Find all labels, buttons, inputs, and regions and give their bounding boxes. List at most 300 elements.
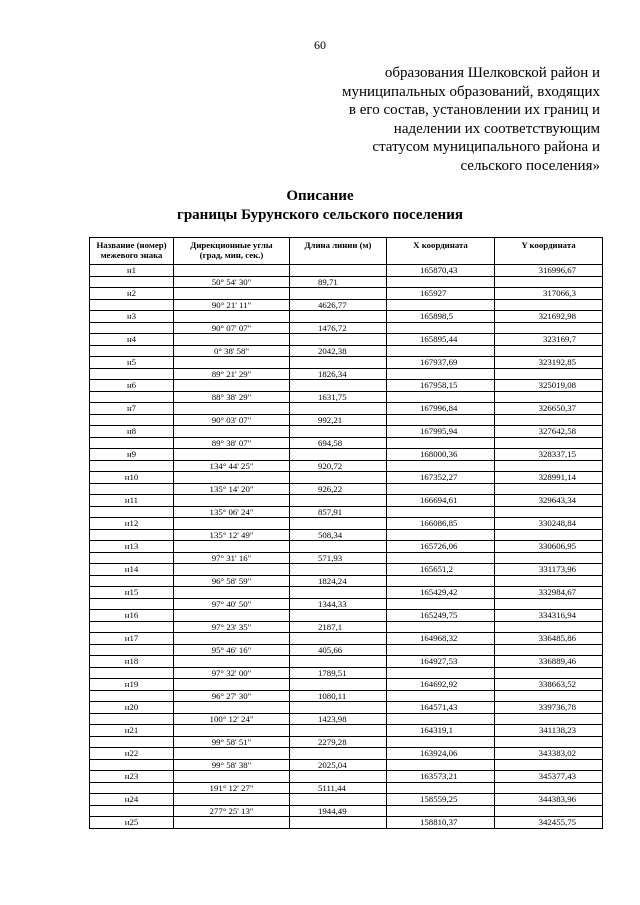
cell-length: 1344,33 xyxy=(290,598,387,610)
cell-y: 343383,02 xyxy=(495,748,603,760)
cell-name xyxy=(90,437,174,449)
cell-name xyxy=(90,690,174,702)
cell-length: 1789,51 xyxy=(290,667,387,679)
cell-y xyxy=(495,690,603,702)
header-x: X координата xyxy=(387,238,495,265)
cell-name xyxy=(90,460,174,472)
cell-y xyxy=(495,598,603,610)
cell-name xyxy=(90,713,174,725)
header-line: муниципальных образований, входящих xyxy=(341,83,600,100)
table-row xyxy=(90,495,603,507)
cell-x xyxy=(387,575,495,587)
table-row xyxy=(90,736,603,748)
table-row xyxy=(90,426,603,438)
cell-y xyxy=(495,437,603,449)
cell-angle xyxy=(174,265,290,277)
cell-x: 165726,06 xyxy=(387,541,495,553)
cell-x xyxy=(387,621,495,633)
cell-name: н2 xyxy=(90,288,174,300)
cell-name xyxy=(90,736,174,748)
cell-y: 331173,96 xyxy=(495,564,603,576)
cell-name: н22 xyxy=(90,748,174,760)
cell-y: 323192,85 xyxy=(495,357,603,369)
cell-length: 89,71 xyxy=(290,276,387,288)
cell-y: 323169,7 xyxy=(495,334,603,346)
cell-length xyxy=(290,380,387,392)
cell-y xyxy=(495,621,603,633)
cell-angle: 97° 23' 35" xyxy=(174,621,290,633)
cell-angle: 97° 32' 00" xyxy=(174,667,290,679)
cell-x: 163924,06 xyxy=(387,748,495,760)
table-row xyxy=(90,345,603,357)
cell-y xyxy=(495,575,603,587)
cell-angle: 134° 44' 25" xyxy=(174,460,290,472)
cell-angle xyxy=(174,311,290,323)
cell-length: 992,21 xyxy=(290,414,387,426)
cell-length: 508,34 xyxy=(290,529,387,541)
title-line: Описание xyxy=(286,188,354,204)
cell-name xyxy=(90,299,174,311)
cell-length xyxy=(290,633,387,645)
cell-angle: 100° 12' 24" xyxy=(174,713,290,725)
cell-x: 166086,85 xyxy=(387,518,495,530)
cell-y xyxy=(495,736,603,748)
table-row xyxy=(90,782,603,794)
header-angle xyxy=(174,238,290,265)
cell-y: 321692,98 xyxy=(495,311,603,323)
cell-length: 926,22 xyxy=(290,483,387,495)
table-row xyxy=(90,311,603,323)
cell-x: 164927,53 xyxy=(387,656,495,668)
cell-length xyxy=(290,794,387,806)
cell-angle: 135° 06' 24" xyxy=(174,506,290,518)
table-row xyxy=(90,403,603,415)
cell-y xyxy=(495,391,603,403)
cell-angle xyxy=(174,794,290,806)
cell-y xyxy=(495,667,603,679)
cell-angle xyxy=(174,449,290,461)
cell-name xyxy=(90,575,174,587)
cell-name xyxy=(90,759,174,771)
cell-x: 158559,25 xyxy=(387,794,495,806)
cell-name xyxy=(90,552,174,564)
table-row xyxy=(90,449,603,461)
cell-x: 165429,42 xyxy=(387,587,495,599)
table-row xyxy=(90,265,603,277)
header-name-line1: Название (номер) xyxy=(96,240,167,250)
cell-length: 4626,77 xyxy=(290,299,387,311)
table-row xyxy=(90,518,603,530)
table-row xyxy=(90,805,603,817)
cell-angle xyxy=(174,702,290,714)
cell-angle: 277° 25' 13" xyxy=(174,805,290,817)
cell-length: 571,93 xyxy=(290,552,387,564)
cell-name xyxy=(90,805,174,817)
cell-x: 165870,43 xyxy=(387,265,495,277)
table-header-row xyxy=(90,238,603,265)
cell-name xyxy=(90,782,174,794)
table-row xyxy=(90,656,603,668)
cell-angle: 191° 12' 27" xyxy=(174,782,290,794)
cell-name: н21 xyxy=(90,725,174,737)
cell-y: 342455,75 xyxy=(495,817,603,829)
cell-y: 329643,34 xyxy=(495,495,603,507)
cell-name: н3 xyxy=(90,311,174,323)
cell-length xyxy=(290,472,387,484)
cell-y xyxy=(495,529,603,541)
cell-x: 164692,92 xyxy=(387,679,495,691)
cell-y xyxy=(495,506,603,518)
table-row xyxy=(90,644,603,656)
cell-length xyxy=(290,587,387,599)
cell-name: н12 xyxy=(90,518,174,530)
cell-name: н5 xyxy=(90,357,174,369)
cell-angle: 0° 38' 58" xyxy=(174,345,290,357)
table-row xyxy=(90,380,603,392)
cell-angle xyxy=(174,656,290,668)
cell-x: 166694,61 xyxy=(387,495,495,507)
header-line: статусом муниципального района и xyxy=(372,139,600,155)
cell-x xyxy=(387,368,495,380)
cell-name xyxy=(90,276,174,288)
cell-y: 344383,96 xyxy=(495,794,603,806)
cell-angle: 96° 58' 59" xyxy=(174,575,290,587)
cell-length xyxy=(290,265,387,277)
header-angle-line2: (град, мин, сек.) xyxy=(199,250,264,260)
table-row xyxy=(90,702,603,714)
cell-length xyxy=(290,748,387,760)
page-number: 60 xyxy=(314,38,326,52)
cell-name: н6 xyxy=(90,380,174,392)
cell-angle: 97° 31' 16" xyxy=(174,552,290,564)
title-line: границы Бурунского сельского поселения xyxy=(177,207,463,223)
cell-length: 5111,44 xyxy=(290,782,387,794)
header-angle-line1: Дирекционные углы xyxy=(190,240,273,250)
cell-y: 345377,43 xyxy=(495,771,603,783)
cell-y xyxy=(495,345,603,357)
cell-angle: 89° 38' 07" xyxy=(174,437,290,449)
cell-name: н19 xyxy=(90,679,174,691)
cell-x: 164319,1 xyxy=(387,725,495,737)
cell-angle xyxy=(174,403,290,415)
cell-x: 167937,69 xyxy=(387,357,495,369)
cell-x: 165249,75 xyxy=(387,610,495,622)
cell-angle xyxy=(174,288,290,300)
cell-length xyxy=(290,610,387,622)
cell-angle: 88° 38' 29" xyxy=(174,391,290,403)
cell-y xyxy=(495,322,603,334)
cell-length: 1080,11 xyxy=(290,690,387,702)
cell-name: н7 xyxy=(90,403,174,415)
cell-y: 330248,84 xyxy=(495,518,603,530)
cell-angle xyxy=(174,679,290,691)
cell-angle xyxy=(174,426,290,438)
table-row xyxy=(90,276,603,288)
cell-name: н18 xyxy=(90,656,174,668)
cell-angle xyxy=(174,748,290,760)
cell-angle xyxy=(174,380,290,392)
cell-x xyxy=(387,391,495,403)
cell-y: 325019,08 xyxy=(495,380,603,392)
cell-length xyxy=(290,541,387,553)
table-row xyxy=(90,817,603,829)
cell-name: н16 xyxy=(90,610,174,622)
cell-length xyxy=(290,518,387,530)
header-name-line2: межевого знака xyxy=(100,250,163,260)
table-row xyxy=(90,552,603,564)
cell-y: 328991,14 xyxy=(495,472,603,484)
table-row xyxy=(90,299,603,311)
cell-y: 326650,37 xyxy=(495,403,603,415)
cell-length xyxy=(290,426,387,438)
cell-x xyxy=(387,713,495,725)
cell-name xyxy=(90,322,174,334)
cell-x xyxy=(387,460,495,472)
cell-y xyxy=(495,299,603,311)
cell-length xyxy=(290,725,387,737)
cell-name: н15 xyxy=(90,587,174,599)
cell-angle xyxy=(174,357,290,369)
cell-angle: 95° 46' 16" xyxy=(174,644,290,656)
cell-name: н1 xyxy=(90,265,174,277)
cell-angle: 99° 58' 51" xyxy=(174,736,290,748)
cell-length: 1824,24 xyxy=(290,575,387,587)
cell-x xyxy=(387,598,495,610)
cell-x xyxy=(387,644,495,656)
cell-length xyxy=(290,449,387,461)
cell-x xyxy=(387,690,495,702)
cell-angle xyxy=(174,771,290,783)
cell-y: 334316,94 xyxy=(495,610,603,622)
cell-x: 167352,27 xyxy=(387,472,495,484)
cell-y xyxy=(495,414,603,426)
cell-length: 2025,04 xyxy=(290,759,387,771)
table-row xyxy=(90,529,603,541)
cell-name: н23 xyxy=(90,771,174,783)
cell-y xyxy=(495,805,603,817)
cell-angle: 135° 14' 20" xyxy=(174,483,290,495)
cell-y: 336485,86 xyxy=(495,633,603,645)
table-row xyxy=(90,679,603,691)
cell-y: 332984,67 xyxy=(495,587,603,599)
cell-x: 167995,94 xyxy=(387,426,495,438)
cell-angle xyxy=(174,633,290,645)
cell-angle xyxy=(174,541,290,553)
cell-x xyxy=(387,299,495,311)
cell-y xyxy=(495,713,603,725)
cell-name xyxy=(90,391,174,403)
header-name xyxy=(90,238,174,265)
cell-name: н13 xyxy=(90,541,174,553)
cell-y xyxy=(495,552,603,564)
cell-x: 165651,2 xyxy=(387,564,495,576)
cell-length: 2187,1 xyxy=(290,621,387,633)
cell-y: 330606,95 xyxy=(495,541,603,553)
cell-angle xyxy=(174,495,290,507)
cell-y: 341138,23 xyxy=(495,725,603,737)
cell-y xyxy=(495,644,603,656)
header-line: образования Шелковской район и xyxy=(384,65,600,81)
cell-name xyxy=(90,368,174,380)
cell-x: 158810,37 xyxy=(387,817,495,829)
cell-x: 167996,84 xyxy=(387,403,495,415)
cell-angle xyxy=(174,564,290,576)
cell-x xyxy=(387,483,495,495)
cell-angle: 99° 58' 38" xyxy=(174,759,290,771)
cell-name: н4 xyxy=(90,334,174,346)
cell-x xyxy=(387,414,495,426)
cell-name xyxy=(90,345,174,357)
table-row xyxy=(90,564,603,576)
table-row xyxy=(90,725,603,737)
cell-x xyxy=(387,759,495,771)
cell-y xyxy=(495,782,603,794)
table-row xyxy=(90,759,603,771)
table-row xyxy=(90,598,603,610)
cell-name xyxy=(90,598,174,610)
cell-name: н25 xyxy=(90,817,174,829)
header-y: Y координата xyxy=(495,238,603,265)
header-length: Длина линии (м) xyxy=(290,238,387,265)
cell-length xyxy=(290,357,387,369)
table-row xyxy=(90,506,603,518)
cell-angle xyxy=(174,587,290,599)
cell-x: 164571,43 xyxy=(387,702,495,714)
cell-length xyxy=(290,679,387,691)
cell-angle: 96° 27' 30" xyxy=(174,690,290,702)
table-body xyxy=(90,265,603,829)
cell-angle xyxy=(174,472,290,484)
cell-length: 1423,98 xyxy=(290,713,387,725)
cell-length xyxy=(290,817,387,829)
header-line: в его состав, установлении их границ и xyxy=(348,102,600,118)
cell-x xyxy=(387,529,495,541)
table-row xyxy=(90,621,603,633)
cell-name: н17 xyxy=(90,633,174,645)
cell-angle xyxy=(174,518,290,530)
cell-x xyxy=(387,782,495,794)
cell-length xyxy=(290,656,387,668)
cell-angle: 135° 12' 49" xyxy=(174,529,290,541)
cell-angle: 50° 54' 30" xyxy=(174,276,290,288)
cell-y: 317066,3 xyxy=(495,288,603,300)
cell-y: 338663,52 xyxy=(495,679,603,691)
table-row xyxy=(90,587,603,599)
cell-name xyxy=(90,529,174,541)
cell-length: 857,91 xyxy=(290,506,387,518)
table-row xyxy=(90,391,603,403)
document-header xyxy=(300,64,600,175)
cell-angle xyxy=(174,817,290,829)
cell-name: н11 xyxy=(90,495,174,507)
table-row xyxy=(90,460,603,472)
table-row xyxy=(90,368,603,380)
table-row xyxy=(90,288,603,300)
cell-length xyxy=(290,702,387,714)
cell-angle xyxy=(174,334,290,346)
cell-x: 168000,36 xyxy=(387,449,495,461)
cell-angle: 90° 03' 07" xyxy=(174,414,290,426)
cell-name xyxy=(90,483,174,495)
cell-length: 694,58 xyxy=(290,437,387,449)
table-row xyxy=(90,322,603,334)
cell-y: 336889,46 xyxy=(495,656,603,668)
cell-y: 339736,78 xyxy=(495,702,603,714)
table-row xyxy=(90,575,603,587)
cell-x xyxy=(387,805,495,817)
cell-length xyxy=(290,564,387,576)
cell-name: н14 xyxy=(90,564,174,576)
cell-angle: 90° 21' 11" xyxy=(174,299,290,311)
cell-y: 328337,15 xyxy=(495,449,603,461)
table-row xyxy=(90,334,603,346)
cell-length xyxy=(290,403,387,415)
cell-x xyxy=(387,506,495,518)
cell-x xyxy=(387,736,495,748)
cell-name: н9 xyxy=(90,449,174,461)
cell-angle: 97° 40' 50" xyxy=(174,598,290,610)
cell-length xyxy=(290,311,387,323)
cell-x xyxy=(387,276,495,288)
cell-x xyxy=(387,437,495,449)
table-row xyxy=(90,610,603,622)
cell-length: 1476,72 xyxy=(290,322,387,334)
header-line: сельского поселения» xyxy=(460,157,600,174)
cell-y xyxy=(495,483,603,495)
cell-angle xyxy=(174,610,290,622)
table-row xyxy=(90,472,603,484)
table-row xyxy=(90,437,603,449)
cell-name: н10 xyxy=(90,472,174,484)
cell-length: 920,72 xyxy=(290,460,387,472)
cell-x: 164968,32 xyxy=(387,633,495,645)
document-title xyxy=(0,187,640,225)
cell-length: 2042,38 xyxy=(290,345,387,357)
cell-x: 163573,21 xyxy=(387,771,495,783)
cell-length: 1631,75 xyxy=(290,391,387,403)
cell-x: 165895,44 xyxy=(387,334,495,346)
cell-length: 2279,28 xyxy=(290,736,387,748)
cell-x: 165898,5 xyxy=(387,311,495,323)
header-line: наделении их соответствующим xyxy=(393,120,600,137)
cell-length xyxy=(290,334,387,346)
cell-x xyxy=(387,345,495,357)
table-row xyxy=(90,771,603,783)
cell-name: н20 xyxy=(90,702,174,714)
cell-name xyxy=(90,621,174,633)
cell-y: 327642,58 xyxy=(495,426,603,438)
cell-name xyxy=(90,506,174,518)
cell-length: 1826,34 xyxy=(290,368,387,380)
cell-name xyxy=(90,667,174,679)
table-row xyxy=(90,748,603,760)
table-row xyxy=(90,794,603,806)
cell-y xyxy=(495,460,603,472)
table-row xyxy=(90,541,603,553)
cell-name: н24 xyxy=(90,794,174,806)
cell-x: 167958,15 xyxy=(387,380,495,392)
table-row xyxy=(90,357,603,369)
cell-length xyxy=(290,771,387,783)
cell-name: н8 xyxy=(90,426,174,438)
cell-angle xyxy=(174,725,290,737)
table-row xyxy=(90,633,603,645)
table-row xyxy=(90,713,603,725)
cell-name xyxy=(90,414,174,426)
table-row xyxy=(90,690,603,702)
boundary-coordinates-table xyxy=(89,237,603,829)
table-row xyxy=(90,483,603,495)
